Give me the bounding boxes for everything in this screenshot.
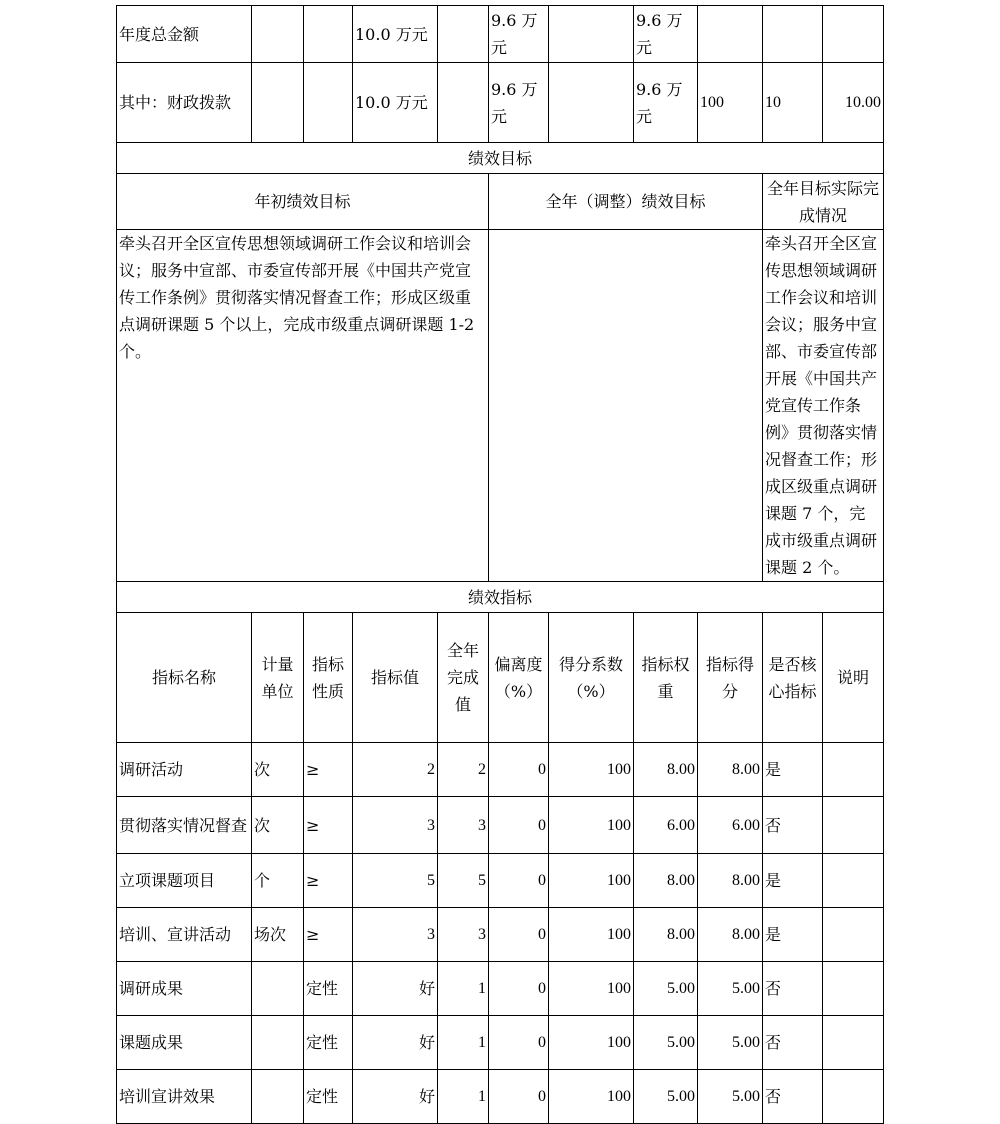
goal-adjusted-text (489, 230, 763, 582)
table-row (117, 743, 884, 797)
indicator-deviation: 0 (489, 854, 549, 908)
indicator-deviation: 0 (489, 962, 549, 1016)
indicators-section-row (117, 582, 884, 613)
header-unit: 计量单位 (252, 613, 304, 743)
goals-section-title: 绩效目标 (117, 143, 884, 174)
indicator-deviation: 0 (489, 1070, 549, 1124)
indicator-core: 是 (763, 743, 823, 797)
indicators-header-row (117, 613, 884, 743)
indicator-weight: 5.00 (634, 1016, 698, 1070)
indicator-value: 3 (353, 908, 438, 962)
indicator-value: 好 (353, 962, 438, 1016)
table-row (117, 854, 884, 908)
indicator-nature: ≥ (304, 743, 353, 797)
fund-cell (304, 63, 353, 143)
indicator-unit: 个 (252, 854, 304, 908)
indicator-name: 培训宣讲效果 (117, 1070, 252, 1124)
indicator-done: 2 (438, 743, 489, 797)
indicator-coefficient: 100 (549, 1070, 634, 1124)
indicator-note (823, 908, 884, 962)
indicator-value: 3 (353, 797, 438, 854)
indicator-unit (252, 1016, 304, 1070)
indicator-nature: 定性 (304, 1016, 353, 1070)
fund-cell (549, 63, 634, 143)
indicator-value: 2 (353, 743, 438, 797)
fund-name: 年度总金额 (117, 6, 252, 63)
indicator-done: 1 (438, 1016, 489, 1070)
indicator-value: 好 (353, 1016, 438, 1070)
indicator-value: 5 (353, 854, 438, 908)
indicator-nature: ≥ (304, 854, 353, 908)
indicator-score: 8.00 (698, 743, 763, 797)
indicator-weight: 8.00 (634, 908, 698, 962)
indicator-nature: ≥ (304, 797, 353, 854)
indicator-coefficient: 100 (549, 1016, 634, 1070)
indicator-core: 是 (763, 908, 823, 962)
indicator-name: 培训、宣讲活动 (117, 908, 252, 962)
header-coefficient: 得分系数（%） (549, 613, 634, 743)
indicator-coefficient: 100 (549, 797, 634, 854)
indicator-nature: ≥ (304, 908, 353, 962)
table-row (117, 908, 884, 962)
indicator-done: 3 (438, 797, 489, 854)
goal-adjusted-header: 全年（调整）绩效目标 (489, 174, 763, 230)
indicator-name: 调研活动 (117, 743, 252, 797)
goal-initial-header: 年初绩效目标 (117, 174, 489, 230)
header-core: 是否核心指标 (763, 613, 823, 743)
indicator-score: 8.00 (698, 908, 763, 962)
indicator-note (823, 854, 884, 908)
header-value: 指标值 (353, 613, 438, 743)
indicator-core: 否 (763, 1016, 823, 1070)
indicator-weight: 5.00 (634, 1070, 698, 1124)
fund-cell (304, 6, 353, 63)
indicator-coefficient: 100 (549, 962, 634, 1016)
indicator-name: 课题成果 (117, 1016, 252, 1070)
header-nature: 指标性质 (304, 613, 353, 743)
indicator-score: 5.00 (698, 962, 763, 1016)
fund-cell: 10.00 (823, 63, 884, 143)
indicator-core: 否 (763, 797, 823, 854)
indicator-done: 1 (438, 962, 489, 1016)
fund-cell: 9.6 万元 (634, 63, 698, 143)
indicator-core: 是 (763, 854, 823, 908)
indicator-note (823, 1070, 884, 1124)
fund-name: 其中：财政拨款 (117, 63, 252, 143)
fund-cell (698, 6, 763, 63)
indicator-value: 好 (353, 1070, 438, 1124)
fund-cell (823, 6, 884, 63)
indicator-unit: 场次 (252, 908, 304, 962)
indicator-weight: 8.00 (634, 854, 698, 908)
indicator-unit: 次 (252, 743, 304, 797)
goals-header-row (117, 174, 884, 230)
goal-initial-text: 牵头召开全区宣传思想领域调研工作会议和培训会议；服务中宣部、市委宣传部开展《中国共产党宣传工作条例》贯彻落实情况督查工作；形成区级重点调研课题 5 个以上，完成市级重点调研课题 1-2 个。 (117, 230, 489, 582)
header-weight: 指标权重 (634, 613, 698, 743)
indicator-name: 贯彻落实情况督查 (117, 797, 252, 854)
fund-cell: 9.6 万元 (489, 63, 549, 143)
table-row (117, 797, 884, 854)
indicator-note (823, 962, 884, 1016)
performance-table (116, 5, 884, 1124)
fund-cell (252, 6, 304, 63)
indicator-weight: 8.00 (634, 743, 698, 797)
indicator-note (823, 1016, 884, 1070)
indicator-core: 否 (763, 1070, 823, 1124)
fund-cell: 9.6 万元 (634, 6, 698, 63)
goals-content-row (117, 230, 884, 582)
table-row (117, 1070, 884, 1124)
indicator-score: 6.00 (698, 797, 763, 854)
indicator-unit (252, 962, 304, 1016)
indicator-core: 否 (763, 962, 823, 1016)
indicator-note (823, 743, 884, 797)
fund-cell: 9.6 万元 (489, 6, 549, 63)
funds-row-fiscal (117, 63, 884, 143)
fund-cell: 10.0 万元 (353, 6, 438, 63)
indicator-deviation: 0 (489, 797, 549, 854)
indicator-score: 5.00 (698, 1016, 763, 1070)
goal-actual-header: 全年目标实际完成情况 (763, 174, 884, 230)
indicator-name: 调研成果 (117, 962, 252, 1016)
indicator-done: 3 (438, 908, 489, 962)
indicator-coefficient: 100 (549, 908, 634, 962)
goals-section-row (117, 143, 884, 174)
goal-actual-text: 牵头召开全区宣传思想领域调研工作会议和培训会议；服务中宣部、市委宣传部开展《中国共产党宣传工作条例》贯彻落实情况督查工作；形成区级重点调研课题 7 个，完成市级重点调研课题 2 个。 (763, 230, 884, 582)
indicator-weight: 6.00 (634, 797, 698, 854)
indicator-score: 5.00 (698, 1070, 763, 1124)
fund-cell (252, 63, 304, 143)
fund-cell (438, 63, 489, 143)
funds-row-total (117, 6, 884, 63)
indicator-nature: 定性 (304, 962, 353, 1016)
indicator-deviation: 0 (489, 743, 549, 797)
header-score: 指标得分 (698, 613, 763, 743)
header-indicator-name: 指标名称 (117, 613, 252, 743)
table-row (117, 962, 884, 1016)
table-row (117, 1016, 884, 1070)
indicator-done: 5 (438, 854, 489, 908)
fund-cell: 10 (763, 63, 823, 143)
indicator-nature: 定性 (304, 1070, 353, 1124)
fund-cell: 10.0 万元 (353, 63, 438, 143)
fund-cell (438, 6, 489, 63)
fund-cell: 100 (698, 63, 763, 143)
indicator-name: 立项课题项目 (117, 854, 252, 908)
header-deviation: 偏离度（%） (489, 613, 549, 743)
indicator-unit (252, 1070, 304, 1124)
indicator-unit: 次 (252, 797, 304, 854)
fund-cell (763, 6, 823, 63)
indicator-note (823, 797, 884, 854)
indicator-coefficient: 100 (549, 854, 634, 908)
indicators-section-title: 绩效指标 (117, 582, 884, 613)
fund-cell (549, 6, 634, 63)
indicator-deviation: 0 (489, 1016, 549, 1070)
indicator-score: 8.00 (698, 854, 763, 908)
indicator-coefficient: 100 (549, 743, 634, 797)
header-note: 说明 (823, 613, 884, 743)
indicator-weight: 5.00 (634, 962, 698, 1016)
indicator-deviation: 0 (489, 908, 549, 962)
header-done: 全年完成值 (438, 613, 489, 743)
indicator-done: 1 (438, 1070, 489, 1124)
